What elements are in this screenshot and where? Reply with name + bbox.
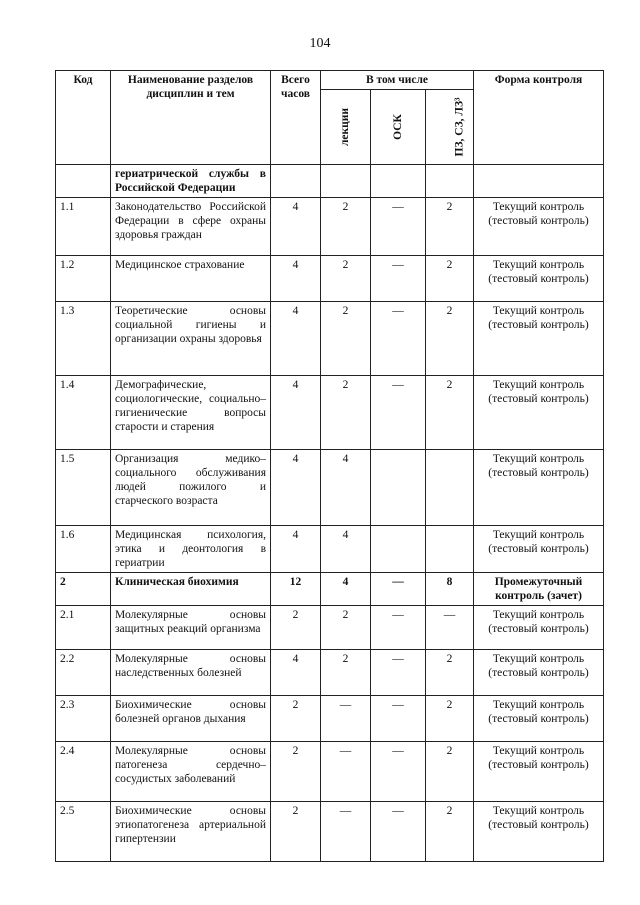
table-body	[56, 165, 604, 862]
row-code: 2	[56, 573, 111, 606]
row-osk: —	[371, 606, 426, 650]
row-code: 2.2	[56, 650, 111, 696]
row-name: Молекулярные основы наследственных болезней	[111, 650, 271, 696]
row-osk: —	[371, 302, 426, 376]
row-pz: 2	[426, 742, 474, 802]
row-lectures: —	[321, 802, 371, 862]
row-control: Текущий контроль (тестовый контроль)	[474, 606, 604, 650]
row-code: 2.3	[56, 696, 111, 742]
table-row	[56, 450, 604, 526]
table-row	[56, 573, 604, 606]
row-pz: 2	[426, 650, 474, 696]
header-total: Всего часов	[271, 71, 321, 165]
row-name: Законодательство Российской Федерации в сфере охраны здоровья граждан	[111, 198, 271, 256]
row-code	[56, 165, 111, 198]
row-osk: —	[371, 802, 426, 862]
row-osk: —	[371, 376, 426, 450]
row-name: Демографические, социологические, социально–гигиенические вопросы старости и старения	[111, 376, 271, 450]
row-total: 2	[271, 742, 321, 802]
row-lectures: 2	[321, 606, 371, 650]
row-osk: —	[371, 696, 426, 742]
row-code: 1.5	[56, 450, 111, 526]
row-name: Организация медико–социального обслуживания людей пожилого и старческого возраста	[111, 450, 271, 526]
row-lectures: 2	[321, 256, 371, 302]
table-row	[56, 302, 604, 376]
table-row	[56, 376, 604, 450]
row-code: 1.6	[56, 526, 111, 573]
row-lectures: 4	[321, 450, 371, 526]
row-name: Биохимические основы болезней органов дыхания	[111, 696, 271, 742]
table-row	[56, 650, 604, 696]
header-name: Наименование разделов дисциплин и тем	[111, 71, 271, 165]
row-pz	[426, 165, 474, 198]
row-total: 2	[271, 696, 321, 742]
row-total	[271, 165, 321, 198]
table-row	[56, 256, 604, 302]
row-control: Текущий контроль (тестовый контроль)	[474, 650, 604, 696]
row-control	[474, 165, 604, 198]
row-code: 2.5	[56, 802, 111, 862]
row-osk: —	[371, 650, 426, 696]
row-control: Текущий контроль (тестовый контроль)	[474, 450, 604, 526]
table-row	[56, 742, 604, 802]
header-including: В том числе	[321, 71, 474, 90]
row-name: Клиническая биохимия	[111, 573, 271, 606]
row-osk: —	[371, 742, 426, 802]
row-osk	[371, 165, 426, 198]
table-row	[56, 165, 604, 198]
row-lectures	[321, 165, 371, 198]
page-number: 104	[309, 36, 331, 51]
row-total: 2	[271, 802, 321, 862]
row-code: 1.2	[56, 256, 111, 302]
row-pz: 2	[426, 256, 474, 302]
row-control: Текущий контроль (тестовый контроль)	[474, 696, 604, 742]
row-pz: —	[426, 606, 474, 650]
row-total: 4	[271, 650, 321, 696]
table-row	[56, 696, 604, 742]
table-row	[56, 526, 604, 573]
row-osk	[371, 526, 426, 573]
row-name: Теоретические основы социальной гигиены и организации охраны здоровья	[111, 302, 271, 376]
row-pz: 2	[426, 302, 474, 376]
row-name: Медицинская психология, этика и деонтология в гериатрии	[111, 526, 271, 573]
row-code: 1.1	[56, 198, 111, 256]
row-control: Текущий контроль (тестовый контроль)	[474, 376, 604, 450]
row-control: Текущий контроль (тестовый контроль)	[474, 256, 604, 302]
row-name: Молекулярные основы защитных реакций организма	[111, 606, 271, 650]
row-total: 4	[271, 256, 321, 302]
row-lectures: 4	[321, 526, 371, 573]
row-lectures: —	[321, 696, 371, 742]
row-code: 1.3	[56, 302, 111, 376]
header-osk: ОСК	[371, 90, 426, 165]
row-total: 4	[271, 302, 321, 376]
table-row	[56, 198, 604, 256]
row-total: 4	[271, 450, 321, 526]
row-total: 12	[271, 573, 321, 606]
row-pz	[426, 450, 474, 526]
row-name: Биохимические основы этиопатогенеза артериальной гипертензии	[111, 802, 271, 862]
row-control: Текущий контроль (тестовый контроль)	[474, 302, 604, 376]
row-name: Медицинское страхование	[111, 256, 271, 302]
row-control: Текущий контроль (тестовый контроль)	[474, 742, 604, 802]
row-control: Текущий контроль (тестовый контроль)	[474, 526, 604, 573]
row-osk: —	[371, 573, 426, 606]
row-lectures: —	[321, 742, 371, 802]
row-osk	[371, 450, 426, 526]
row-pz	[426, 526, 474, 573]
row-control: Промежуточный контроль (зачет)	[474, 573, 604, 606]
row-control: Текущий контроль (тестовый контроль)	[474, 802, 604, 862]
row-pz: 2	[426, 198, 474, 256]
row-total: 4	[271, 526, 321, 573]
row-pz: 2	[426, 376, 474, 450]
curriculum-table	[55, 70, 604, 862]
row-osk: —	[371, 256, 426, 302]
header-code: Код	[56, 71, 111, 165]
row-code: 1.4	[56, 376, 111, 450]
row-total: 4	[271, 198, 321, 256]
row-lectures: 4	[321, 573, 371, 606]
row-total: 4	[271, 376, 321, 450]
row-name: Молекулярные основы патогенеза сердечно–сосудистых заболеваний	[111, 742, 271, 802]
row-control: Текущий контроль (тестовый контроль)	[474, 198, 604, 256]
row-pz: 2	[426, 696, 474, 742]
row-code: 2.1	[56, 606, 111, 650]
row-pz: 8	[426, 573, 474, 606]
row-total: 2	[271, 606, 321, 650]
table-row	[56, 606, 604, 650]
row-code: 2.4	[56, 742, 111, 802]
header-control: Форма контроля	[474, 71, 604, 165]
table-row	[56, 802, 604, 862]
row-lectures: 2	[321, 376, 371, 450]
row-lectures: 2	[321, 198, 371, 256]
row-lectures: 2	[321, 650, 371, 696]
row-pz: 2	[426, 802, 474, 862]
row-osk: —	[371, 198, 426, 256]
row-lectures: 2	[321, 302, 371, 376]
header-pz: ПЗ, СЗ, ЛЗ³	[426, 90, 474, 165]
header-lectures: лекции	[321, 90, 371, 165]
row-name: гериатрической службы в Российской Федерации	[111, 165, 271, 198]
